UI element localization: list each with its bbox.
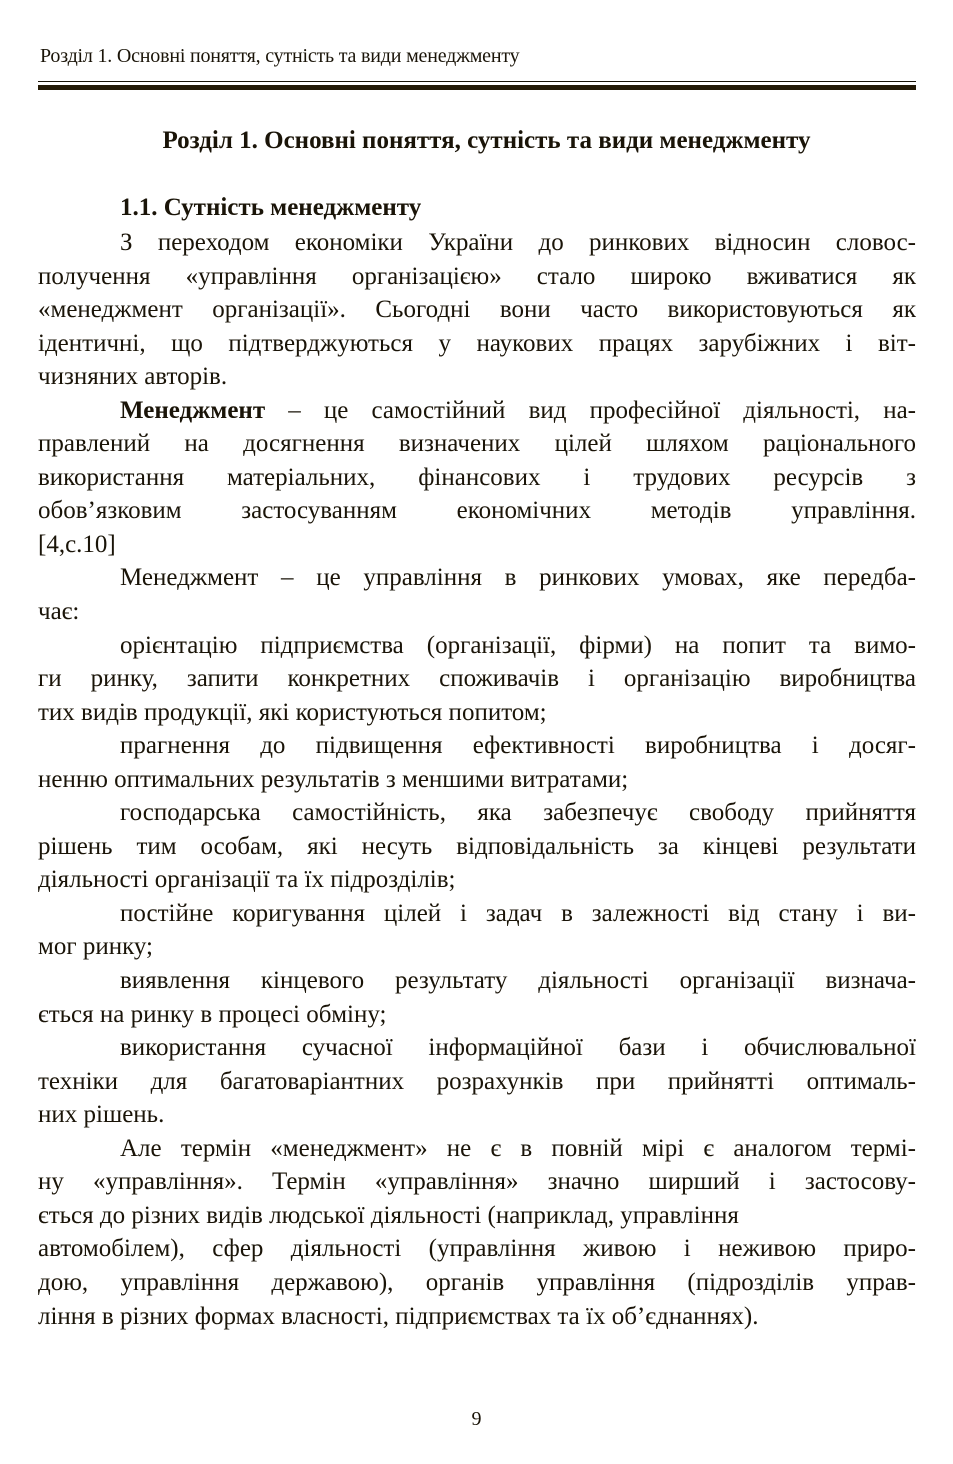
term-bold: Менеджмент	[120, 396, 266, 424]
text-line: ління в різних формах власності, підприємствах та їх об’єднаннях).	[38, 1302, 759, 1330]
text-line: дою, управління державою), органів управління (підрозділів управ-	[38, 1268, 916, 1296]
page-number: 9	[471, 1408, 482, 1430]
text-run: – це самостійний вид професійної діяльності, на-	[265, 396, 916, 424]
text-line: них рішень.	[38, 1101, 165, 1129]
paragraph	[38, 964, 916, 1031]
text-line: Менеджмент – це управління в ринкових умовах, яке передба-	[120, 564, 916, 592]
text-line: З переходом економіки України до ринкових відносин словос-	[120, 229, 916, 256]
text-line: використання матеріальних, фінансових і трудових ресурсів з	[38, 463, 916, 491]
text-line: чає:	[38, 598, 80, 626]
text-line: [4,с.10]	[38, 530, 116, 558]
text-line: ідентичні, що підтверджуються у наукових працях зарубіжних і віт-	[38, 329, 916, 357]
paragraph	[38, 1031, 916, 1132]
text-line: Але термін «менеджмент» не є в повній мірі є аналогом термі-	[120, 1134, 916, 1162]
header-rule-thin	[38, 81, 916, 82]
text-line: орієнтацію підприємства (організації, фірми) на попит та вимо-	[120, 631, 916, 659]
text-line: господарська самостійність, яка забезпечує свободу прийняття	[120, 799, 916, 827]
text-line: ну «управління». Термін «управління» значно ширший і застосову-	[38, 1168, 916, 1196]
section-heading: 1.1. Сутність менеджменту	[120, 194, 422, 221]
text-line: рішень тим особам, які несуть відповідальність за кінцеві результати	[38, 832, 916, 860]
text-line: мог ринку;	[38, 933, 153, 961]
text-line: виявлення кінцевого результату діяльності організації визнача-	[120, 967, 916, 995]
body-text	[38, 226, 916, 1333]
paragraph	[38, 561, 916, 628]
paragraph	[38, 796, 916, 897]
header-rule-thick	[38, 85, 916, 90]
paragraph	[38, 226, 916, 394]
text-line: «менеджмент організації». Сьогодні вони часто використовуються як	[38, 296, 916, 324]
paragraph	[38, 729, 916, 796]
text-line: ється на ринку в процесі обміну;	[38, 1000, 387, 1028]
text-line: автомобілем), сфер діяльності (управління живою і неживою приро-	[38, 1235, 916, 1263]
text-line: ги ринку, запити конкретних споживачів і організацію виробництва	[38, 665, 916, 693]
text-line	[38, 394, 916, 428]
text-line: використання сучасної інформаційної бази і обчислювальної	[120, 1034, 916, 1062]
text-line: тих видів продукції, які користуються попитом;	[38, 698, 547, 726]
running-header: Розділ 1. Основні поняття, сутність та види менеджменту	[40, 45, 520, 67]
text-line: ється до різних видів людської діяльності (наприклад, управління	[38, 1201, 739, 1229]
paragraph	[38, 629, 916, 730]
text-line: постійне коригування цілей і задач в залежності від стану і ви-	[120, 899, 916, 927]
text-line: ненню оптимальних результатів з меншими витратами;	[38, 765, 629, 793]
text-line: получення «управління організацією» стало широко вживатися як	[38, 262, 916, 290]
chapter-title: Розділ 1. Основні поняття, сутність та види менеджменту	[162, 127, 811, 154]
text-line: прагнення до підвищення ефективності виробництва і досяг-	[120, 732, 916, 760]
text-line: діяльності організації та їх підрозділів;	[38, 866, 456, 894]
text-line: техніки для багатоваріантних розрахунків при прийнятті оптималь-	[38, 1067, 916, 1095]
paragraph	[38, 897, 916, 964]
paragraph	[38, 1132, 916, 1333]
text-line: чизняних авторів.	[38, 363, 228, 391]
text-line: правлений на досягнення визначених цілей шляхом раціонального	[38, 430, 916, 458]
text-line: обов’язковим застосуванням економічних методів управління.	[38, 497, 916, 525]
paragraph	[38, 394, 916, 562]
